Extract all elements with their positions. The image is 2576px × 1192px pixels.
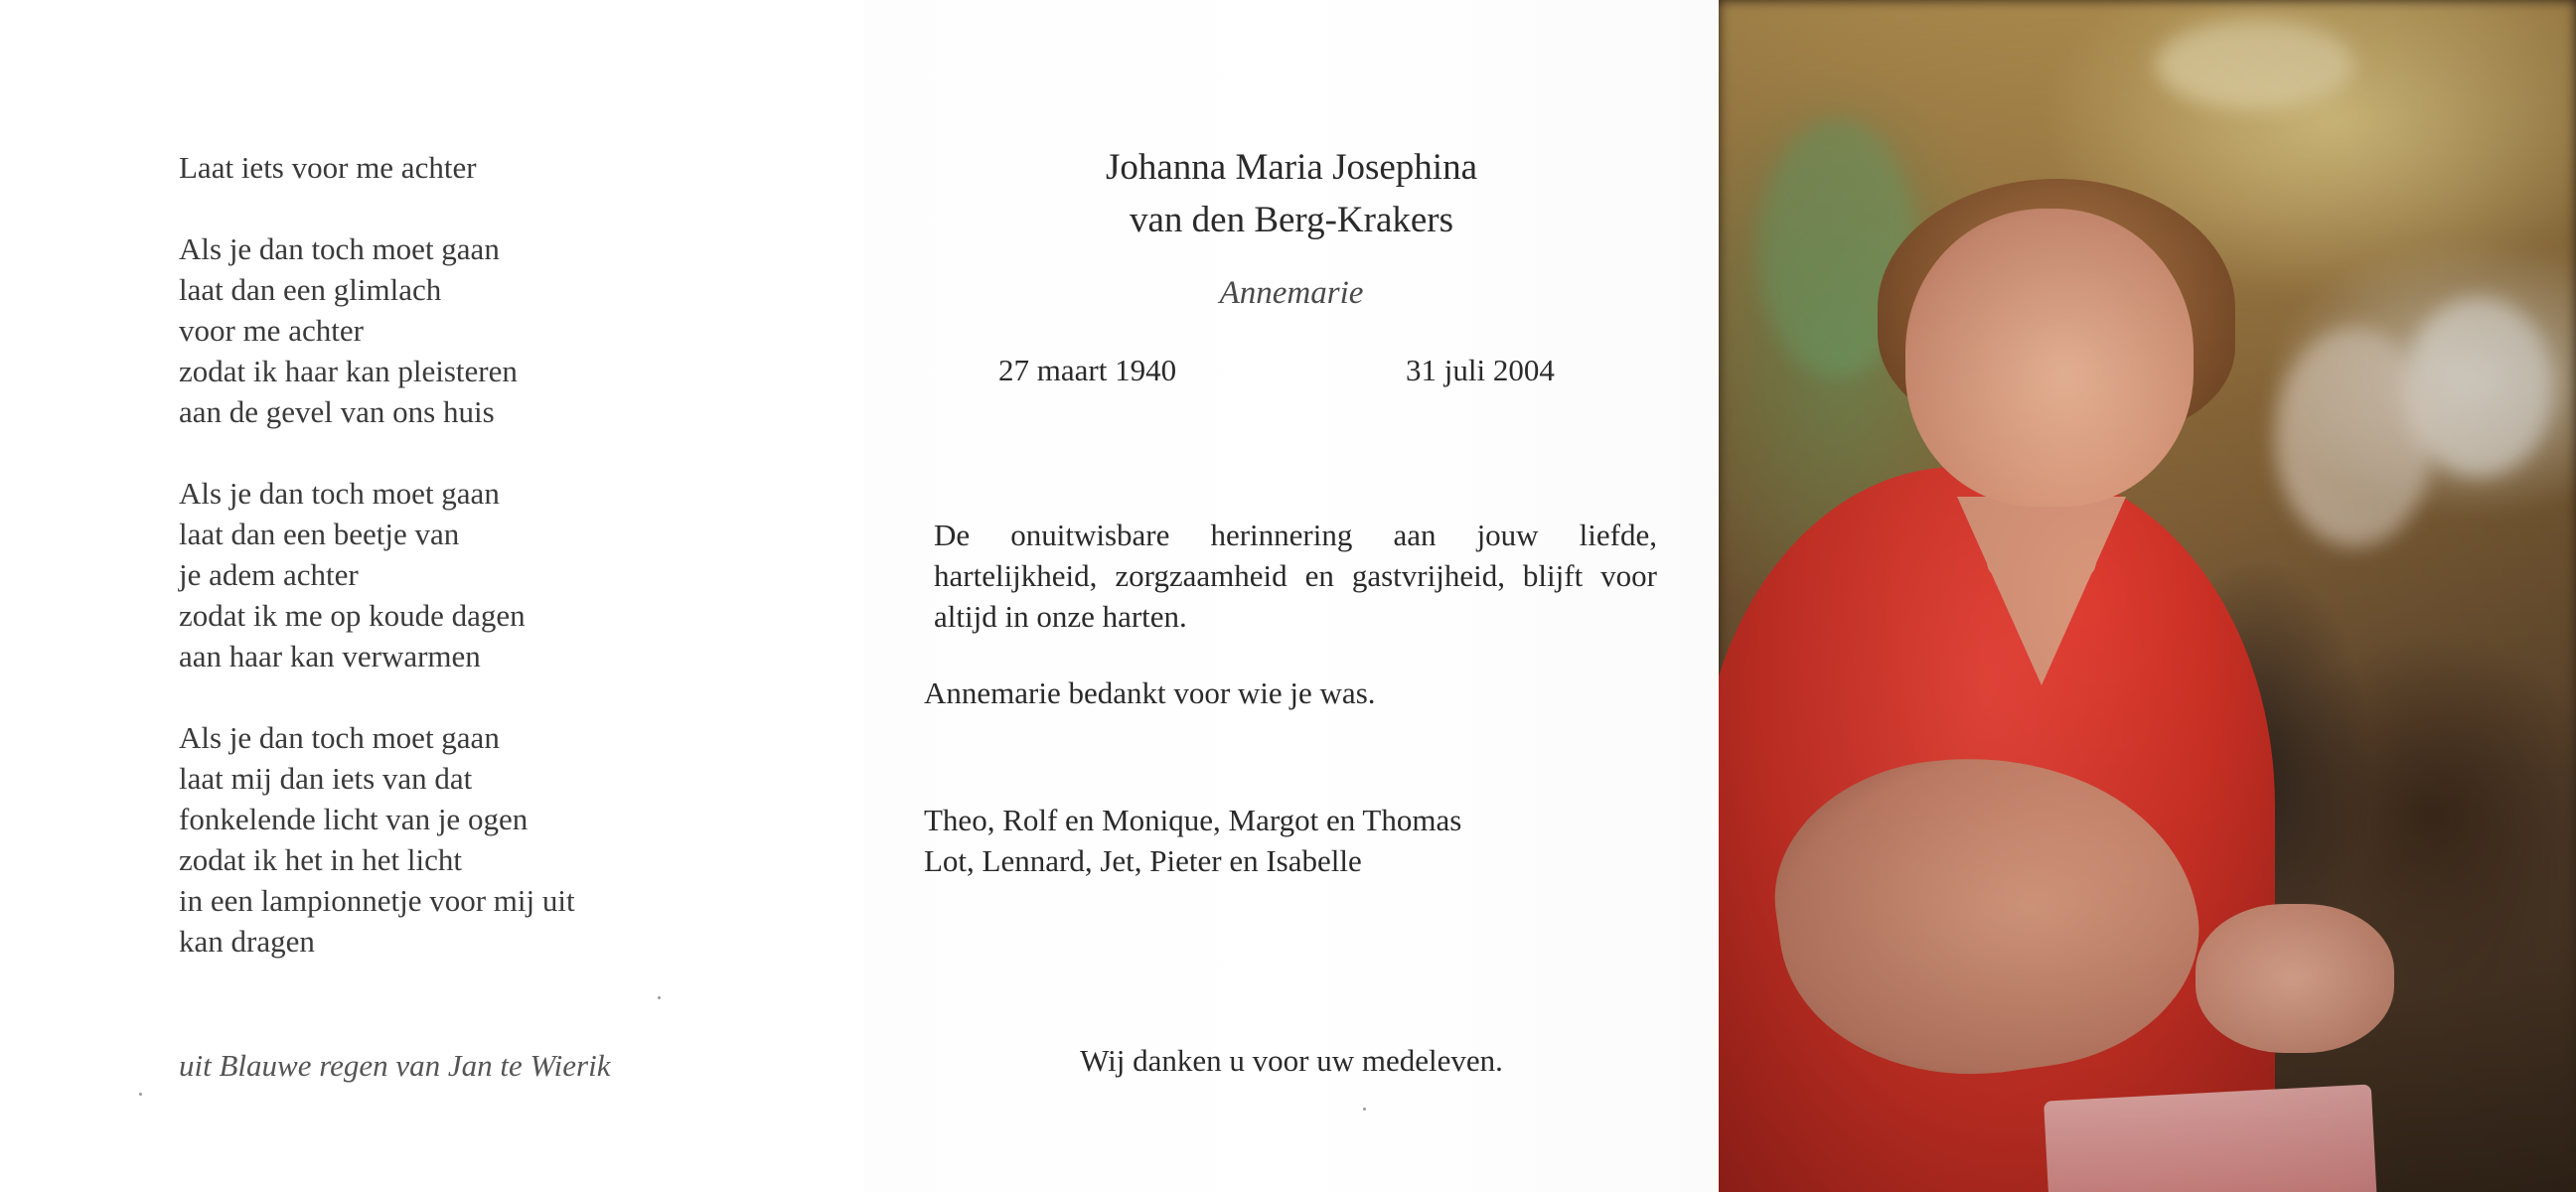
poem-attribution: uit Blauwe regen van Jan te Wierik — [179, 1048, 611, 1083]
thanks-line: Annemarie bedankt voor wie je was. — [924, 675, 1376, 710]
poem-title: Laat iets voor me achter — [179, 150, 477, 185]
memorial-panel — [864, 0, 1719, 1192]
poem-line: laat dan een glimlach — [179, 272, 442, 307]
poem — [179, 147, 575, 962]
light-glow — [2156, 20, 2354, 109]
poem-line: kan dragen — [179, 924, 315, 959]
poem-line: Als je dan toch moet gaan — [179, 231, 500, 266]
poem-line: zodat ik me op koude dagen — [179, 598, 526, 633]
deceased-name — [864, 141, 1719, 246]
poem-line: in een lampionnetje voor mij uit — [179, 883, 575, 918]
name-line-1: Johanna Maria Josephina — [1105, 147, 1477, 188]
birth-date: 27 maart 1940 — [998, 353, 1177, 387]
poem-line: aan de gevel van ons huis — [179, 394, 495, 429]
hands — [2196, 904, 2394, 1053]
portrait-photo — [1719, 0, 2576, 1192]
print-speck — [1363, 1108, 1366, 1111]
death-date: 31 juli 2004 — [1406, 353, 1555, 387]
family-line-2: Lot, Lennard, Jet, Pieter en Isabelle — [924, 843, 1362, 878]
memory-text: De onuitwisbare herinnering aan jouw liefde, hartelijkheid, zorgzaamheid en gastvrijheid, blijft voor altijd in onze harten. — [934, 518, 1657, 634]
pink-bag — [2044, 1084, 2377, 1192]
poem-line: je adem achter — [179, 557, 359, 592]
poem-line: laat dan een beetje van — [179, 517, 460, 551]
poem-line: Als je dan toch moet gaan — [179, 476, 500, 511]
poem-line: zodat ik haar kan pleisteren — [179, 354, 518, 388]
background-figure — [2275, 328, 2434, 546]
poem-line: voor me achter — [179, 313, 364, 348]
poem-line: Als je dan toch moet gaan — [179, 720, 500, 755]
print-speck — [658, 996, 661, 999]
neckline — [1957, 497, 2126, 685]
name-line-2: van den Berg-Krakers — [1129, 200, 1454, 240]
poem-panel — [0, 0, 864, 1192]
closing-text: Wij danken u voor uw medeleven. — [1080, 1043, 1503, 1078]
nickname: Annemarie — [1219, 275, 1364, 311]
poem-line: fonkelende licht van je ogen — [179, 802, 529, 836]
family-line-1: Theo, Rolf en Monique, Margot en Thomas — [924, 803, 1462, 837]
poem-line: zodat ik het in het licht — [179, 842, 462, 877]
print-speck — [139, 1093, 142, 1096]
poem-line: aan haar kan verwarmen — [179, 639, 481, 673]
face — [1905, 209, 2194, 507]
family-names — [924, 800, 1461, 881]
poem-line: laat mij dan iets van dat — [179, 761, 473, 796]
